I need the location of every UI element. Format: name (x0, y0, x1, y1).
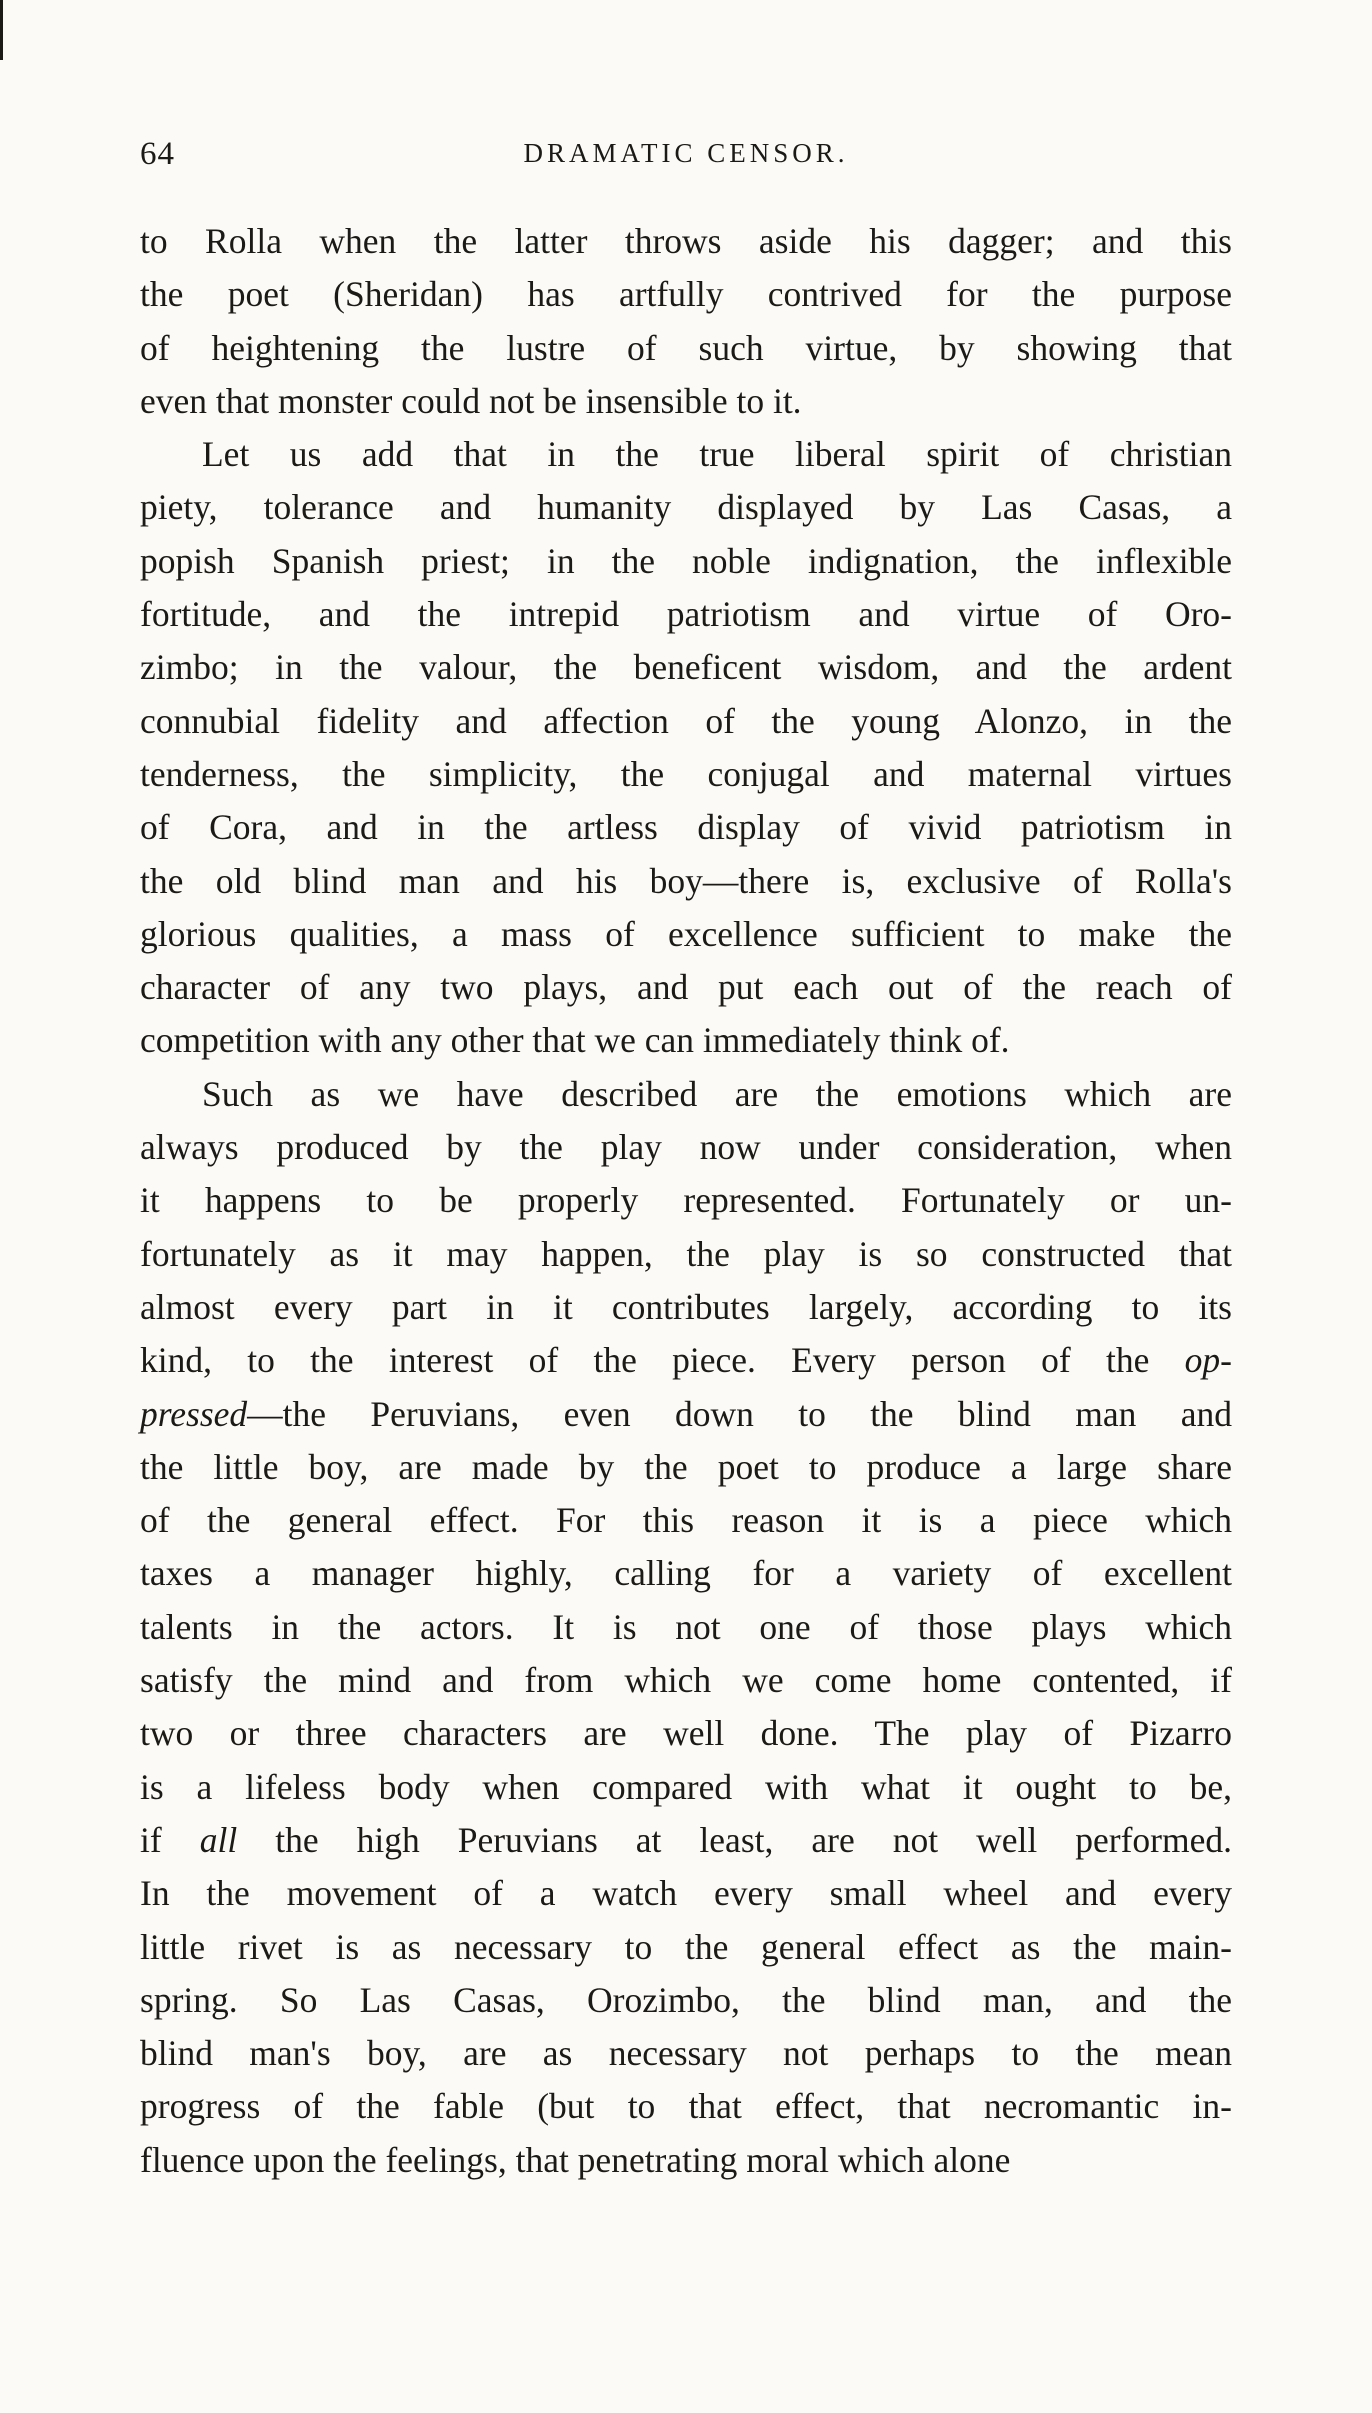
text-line: is a lifeless body when compared with what it ought to be, (140, 1766, 1232, 1807)
text-line: tenderness, the simplicity, the conjugal and maternal virtues (140, 753, 1232, 794)
text-line: the poet (Sheridan) has artfully contrived for the purpose (140, 274, 1232, 315)
text-line: to Rolla when the latter throws aside his dagger; and this (140, 221, 1232, 261)
text-line: pressed—the Peruvians, even down to the blind man and (140, 1393, 1232, 1434)
text-line: almost every part in it contributes largely, according to its (140, 1286, 1232, 1327)
text-line: if all the high Peruvians at least, are not well performed. (140, 1819, 1233, 1860)
running-title: DRAMATIC CENSOR. (523, 138, 849, 168)
text-line: Such as we have described are the emotions which are (202, 1073, 1232, 1114)
text-line: zimbo; in the valour, the beneficent wisdom, and the ardent (140, 647, 1232, 688)
paragraph (140, 215, 1232, 428)
book-page (140, 0, 1232, 2413)
text-line: even that monster could not be insensible to it. (140, 380, 802, 421)
text-line: progress of the fable (but to that effect, that necromantic in- (140, 2086, 1232, 2127)
text-line: fortitude, and the intrepid patriotism and virtue of Oro- (140, 594, 1232, 635)
text-line: satisfy the mind and from which we come home contented, if (140, 1660, 1232, 1701)
text-line: fluence upon the feelings, that penetrating moral which alone (140, 2139, 1011, 2180)
text-line: it happens to be properly represented. Fortunately or un- (140, 1180, 1232, 1221)
text-line: little rivet is as necessary to the general effect as the main- (140, 1926, 1232, 1967)
body-text (140, 215, 1232, 2187)
text-line: the old blind man and his boy—there is, exclusive of Rolla's (140, 860, 1232, 901)
page-number: 64 (140, 136, 175, 172)
text-line: taxes a manager highly, calling for a variety of excellent (140, 1553, 1232, 1594)
text-line: fortunately as it may happen, the play is so constructed that (140, 1233, 1232, 1274)
text-line: talents in the actors. It is not one of those plays which (140, 1606, 1232, 1647)
text-line: glorious qualities, a mass of excellence sufficient to make the (140, 913, 1232, 954)
text-line: of the general effect. For this reason it is a piece which (140, 1500, 1232, 1541)
text-line: the little boy, are made by the poet to produce a large share (140, 1446, 1232, 1487)
text-line: two or three characters are well done. The play of Pizarro (140, 1713, 1232, 1754)
running-head (140, 136, 1232, 176)
text-line: character of any two plays, and put each out of the reach of (140, 967, 1232, 1008)
text-line: kind, to the interest of the piece. Every person of the op- (140, 1340, 1232, 1381)
text-line: piety, tolerance and humanity displayed by Las Casas, a (140, 487, 1232, 528)
text-line: connubial fidelity and affection of the young Alonzo, in the (140, 700, 1232, 741)
text-line: In the movement of a watch every small wheel and every (140, 1873, 1232, 1914)
text-line: of Cora, and in the artless display of vivid patriotism in (140, 807, 1232, 848)
text-line: spring. So Las Casas, Orozimbo, the blind man, and the (140, 1979, 1232, 2020)
text-line: Let us add that in the true liberal spirit of christian (202, 434, 1232, 475)
text-line: of heightening the lustre of such virtue, by showing that (140, 327, 1232, 368)
text-line: always produced by the play now under consideration, when (140, 1127, 1232, 1168)
text-line: competition with any other that we can immediately think of. (140, 1020, 1010, 1061)
text-line: popish Spanish priest; in the noble indignation, the inflexible (140, 540, 1232, 581)
paragraph (140, 1068, 1232, 2187)
text-line: blind man's boy, are as necessary not perhaps to the mean (140, 2033, 1232, 2074)
binding-edge-mark (0, 0, 3, 60)
paragraph (140, 428, 1232, 1068)
